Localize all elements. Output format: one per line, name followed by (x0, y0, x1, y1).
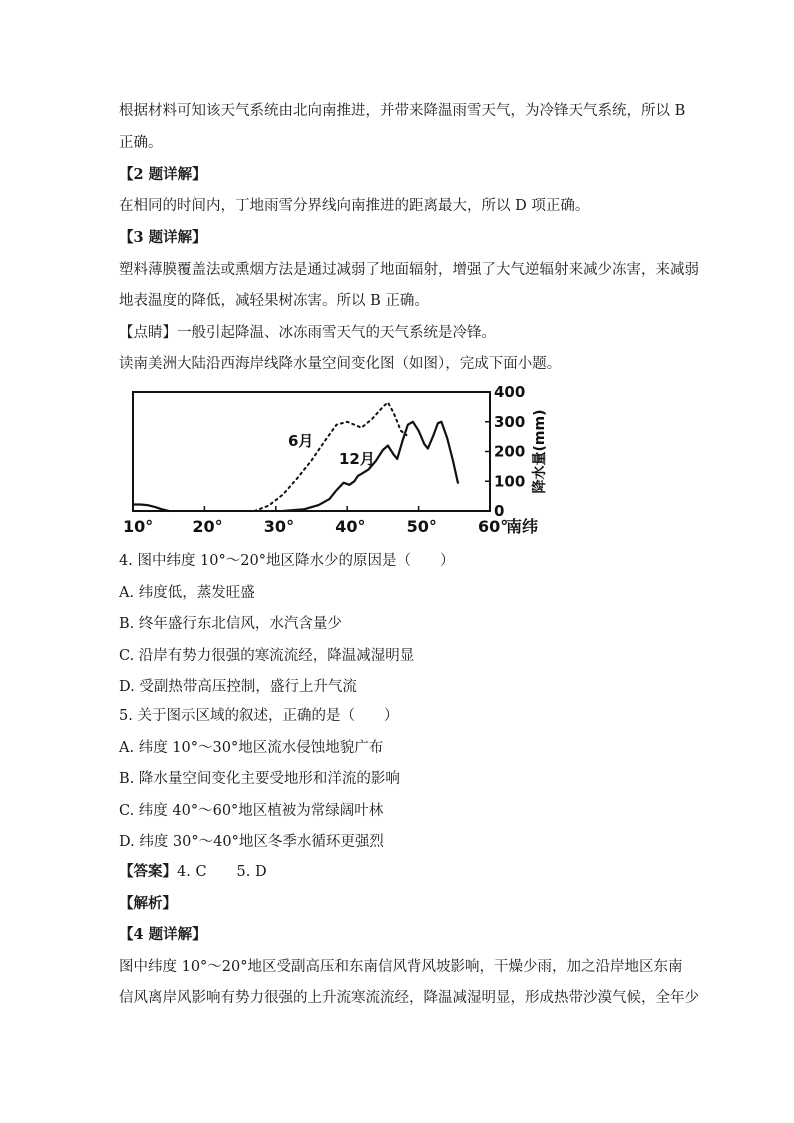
question-5-option-c: C. 纬度 40°～60°地区植被为常绿阔叶林 (119, 803, 384, 819)
paragraph-3-line-2: 地表温度的降低，减轻果树冻害。所以 B 正确。 (119, 293, 429, 309)
answer-line (119, 862, 267, 882)
x-tick-label: 60° (478, 517, 509, 536)
question-4: 4. 图中纬度 10°～20°地区降水少的原因是（ ） (119, 553, 455, 569)
x-tick-label: 20° (192, 517, 223, 536)
paragraph-1-line-2: 正确。 (119, 135, 163, 151)
answer-5: 5. D (236, 864, 267, 880)
heading-q2-detail: 【2 题详解】 (119, 166, 207, 183)
heading-q4-detail: 【4 题详解】 (119, 926, 207, 943)
y-tick-label: 400 (494, 383, 526, 401)
question-4-option-a: A. 纬度低，蒸发旺盛 (119, 585, 255, 601)
chart-intro: 读南美洲大陆沿西海岸线降水量空间变化图（如图），完成下面小题。 (119, 356, 562, 372)
question-5: 5. 关于图示区域的叙述，正确的是（ ） (119, 708, 399, 724)
paragraph-1-line-1: 根据材料可知该天气系统由北向南推进，并带来降温雨雪天气，为冷锋天气系统，所以 B (119, 103, 686, 119)
question-5-option-a: A. 纬度 10°～30°地区流水侵蚀地貌广布 (119, 740, 384, 756)
series-label-december: 12月 (339, 450, 375, 468)
x-axis-unit: 南纬 (506, 517, 539, 536)
chart-frame (133, 392, 490, 511)
paragraph-3-line-1: 塑料薄膜覆盖法或熏烟方法是通过减弱了地面辐射，增强了大气逆辐射来减少冻害，来减弱 (119, 262, 699, 278)
question-4-option-c: C. 沿岸有势力很强的寒流流经，降温减湿明显 (119, 648, 415, 664)
y-tick-label: 300 (494, 412, 526, 431)
question-5-option-d: D. 纬度 30°～40°地区冬季水循环更强烈 (119, 834, 384, 850)
paragraph-2: 在相同的时间内，丁地雨雪分界线向南推进的距离最大，所以 D 项正确。 (119, 198, 590, 214)
y-tick-label: 200 (494, 442, 526, 461)
x-tick-label: 50° (406, 517, 437, 536)
series-label-june: 6月 (288, 432, 314, 450)
answer-4: 4. C (177, 864, 207, 880)
tip-line: 【点睛】一般引起降温、冰冻雨雪天气的天气系统是冷锋。 (119, 325, 496, 341)
x-tick-label: 10° (123, 517, 154, 536)
heading-analysis: 【解析】 (119, 895, 177, 912)
heading-q3-detail: 【3 题详解】 (119, 229, 207, 246)
x-tick-label: 30° (263, 517, 295, 536)
question-5-option-b: B. 降水量空间变化主要受地形和洋流的影响 (119, 771, 400, 787)
question-4-option-b: B. 终年盛行东北信风，水汽含量少 (119, 616, 342, 632)
x-tick-label: 40° (335, 517, 366, 536)
question-4-option-d: D. 受副热带高压控制，盛行上升气流 (119, 679, 357, 695)
answer-label: 【答案】 (119, 863, 177, 880)
series-line-june (254, 402, 406, 511)
y-tick-label: 100 (494, 472, 526, 491)
y-axis-label: 降水量(mm) (532, 409, 548, 494)
analysis-line-1: 图中纬度 10°～20°地区受副高压和东南信风背风坡影响，干燥少雨，加之沿岸地区东南 (119, 959, 683, 975)
analysis-line-2: 信风离岸风影响有势力很强的上升流寒流流经，降温减湿明显，形成热带沙漠气候，全年少 (119, 990, 699, 1006)
y-tick-label: 0 (494, 502, 505, 520)
